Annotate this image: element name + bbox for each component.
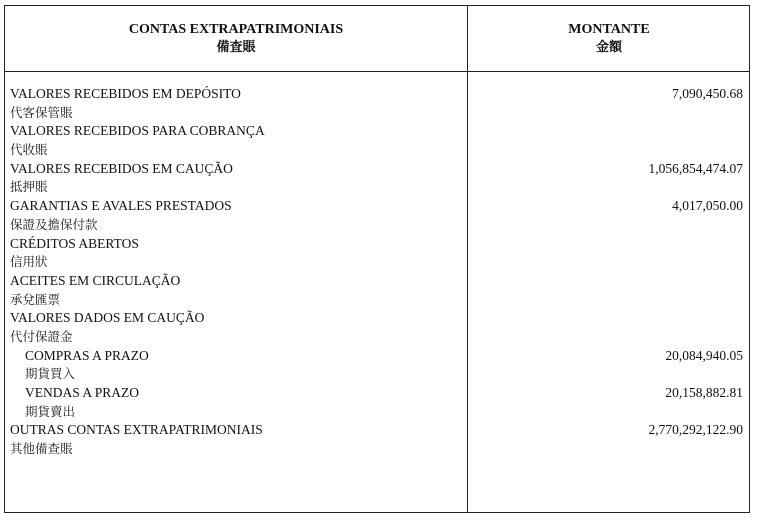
table-row (5, 309, 751, 328)
account-label-pt: VALORES RECEBIDOS PARA COBRANÇA (10, 123, 265, 139)
account-label-zh: 抵押賬 (10, 179, 48, 195)
account-label-pt: VALORES RECEBIDOS EM CAUÇÃO (10, 160, 233, 176)
table-row-translation (5, 253, 751, 272)
table-row-translation (5, 328, 751, 347)
account-label-pt: CRÉDITOS ABERTOS (10, 235, 139, 251)
account-column-title-pt: CONTAS EXTRAPATRIMONIAIS (128, 21, 344, 37)
account-label-zh: 期貨買入 (25, 366, 76, 382)
account-label-zh: 信用狀 (10, 254, 48, 270)
account-label-zh: 代客保管賬 (10, 104, 73, 120)
table-row (5, 272, 751, 291)
account-label-pt: VENDAS A PRAZO (25, 385, 140, 400)
table-row-translation (5, 178, 751, 197)
amount-value: 4,017,050.00 (672, 198, 743, 214)
amount-value: 7,090,450.68 (672, 86, 743, 101)
account-label-pt: GARANTIAS E AVALES PRESTADOS (10, 198, 232, 214)
table-row (5, 197, 751, 216)
table-row (5, 85, 751, 104)
table-row-translation (5, 216, 751, 235)
amount-column-title-pt: MONTANTE (568, 21, 650, 37)
account-label-zh: 代收賬 (10, 142, 48, 158)
account-label-pt: ACEITES EM CIRCULAÇÃO (10, 272, 181, 288)
table-row-translation (5, 440, 751, 459)
amount-value: 20,084,940.05 (665, 347, 743, 363)
amount-column-title-zh: 金額 (595, 39, 622, 55)
account-label-zh: 代付保證金 (10, 328, 73, 344)
account-label-pt: VALORES RECEBIDOS EM DEPÓSITO (10, 86, 241, 101)
table-body (5, 85, 751, 459)
header-divider (5, 71, 749, 72)
account-label-zh: 其他備查賬 (10, 441, 73, 457)
table-row (5, 347, 751, 366)
amount-column-header (467, 6, 751, 71)
table-row-translation (5, 365, 751, 384)
table-row-translation (5, 291, 751, 310)
table-row (5, 122, 751, 141)
account-label-zh: 保證及擔保付款 (10, 216, 98, 232)
account-column-title-zh: 備査賬 (216, 39, 256, 55)
amount-value: 20,158,882.81 (665, 385, 743, 400)
account-label-pt: VALORES DADOS EM CAUÇÃO (10, 310, 205, 326)
account-label-pt: COMPRAS A PRAZO (25, 347, 149, 363)
account-label-zh: 承兌匯票 (10, 291, 61, 307)
table-row (5, 160, 751, 179)
account-column-header (5, 6, 467, 71)
table-row (5, 384, 751, 403)
account-label-zh: 期貨賣出 (25, 403, 76, 419)
table-row (5, 235, 751, 254)
table-row (5, 421, 751, 440)
account-label-pt: OUTRAS CONTAS EXTRAPATRIMONIAIS (10, 422, 263, 438)
table-row-translation (5, 104, 751, 123)
amount-value: 1,056,854,474.07 (648, 160, 743, 176)
amount-value: 2,770,292,122.90 (648, 422, 743, 438)
table-row-translation (5, 403, 751, 422)
off-balance-sheet-table (4, 5, 750, 513)
table-row-translation (5, 141, 751, 160)
